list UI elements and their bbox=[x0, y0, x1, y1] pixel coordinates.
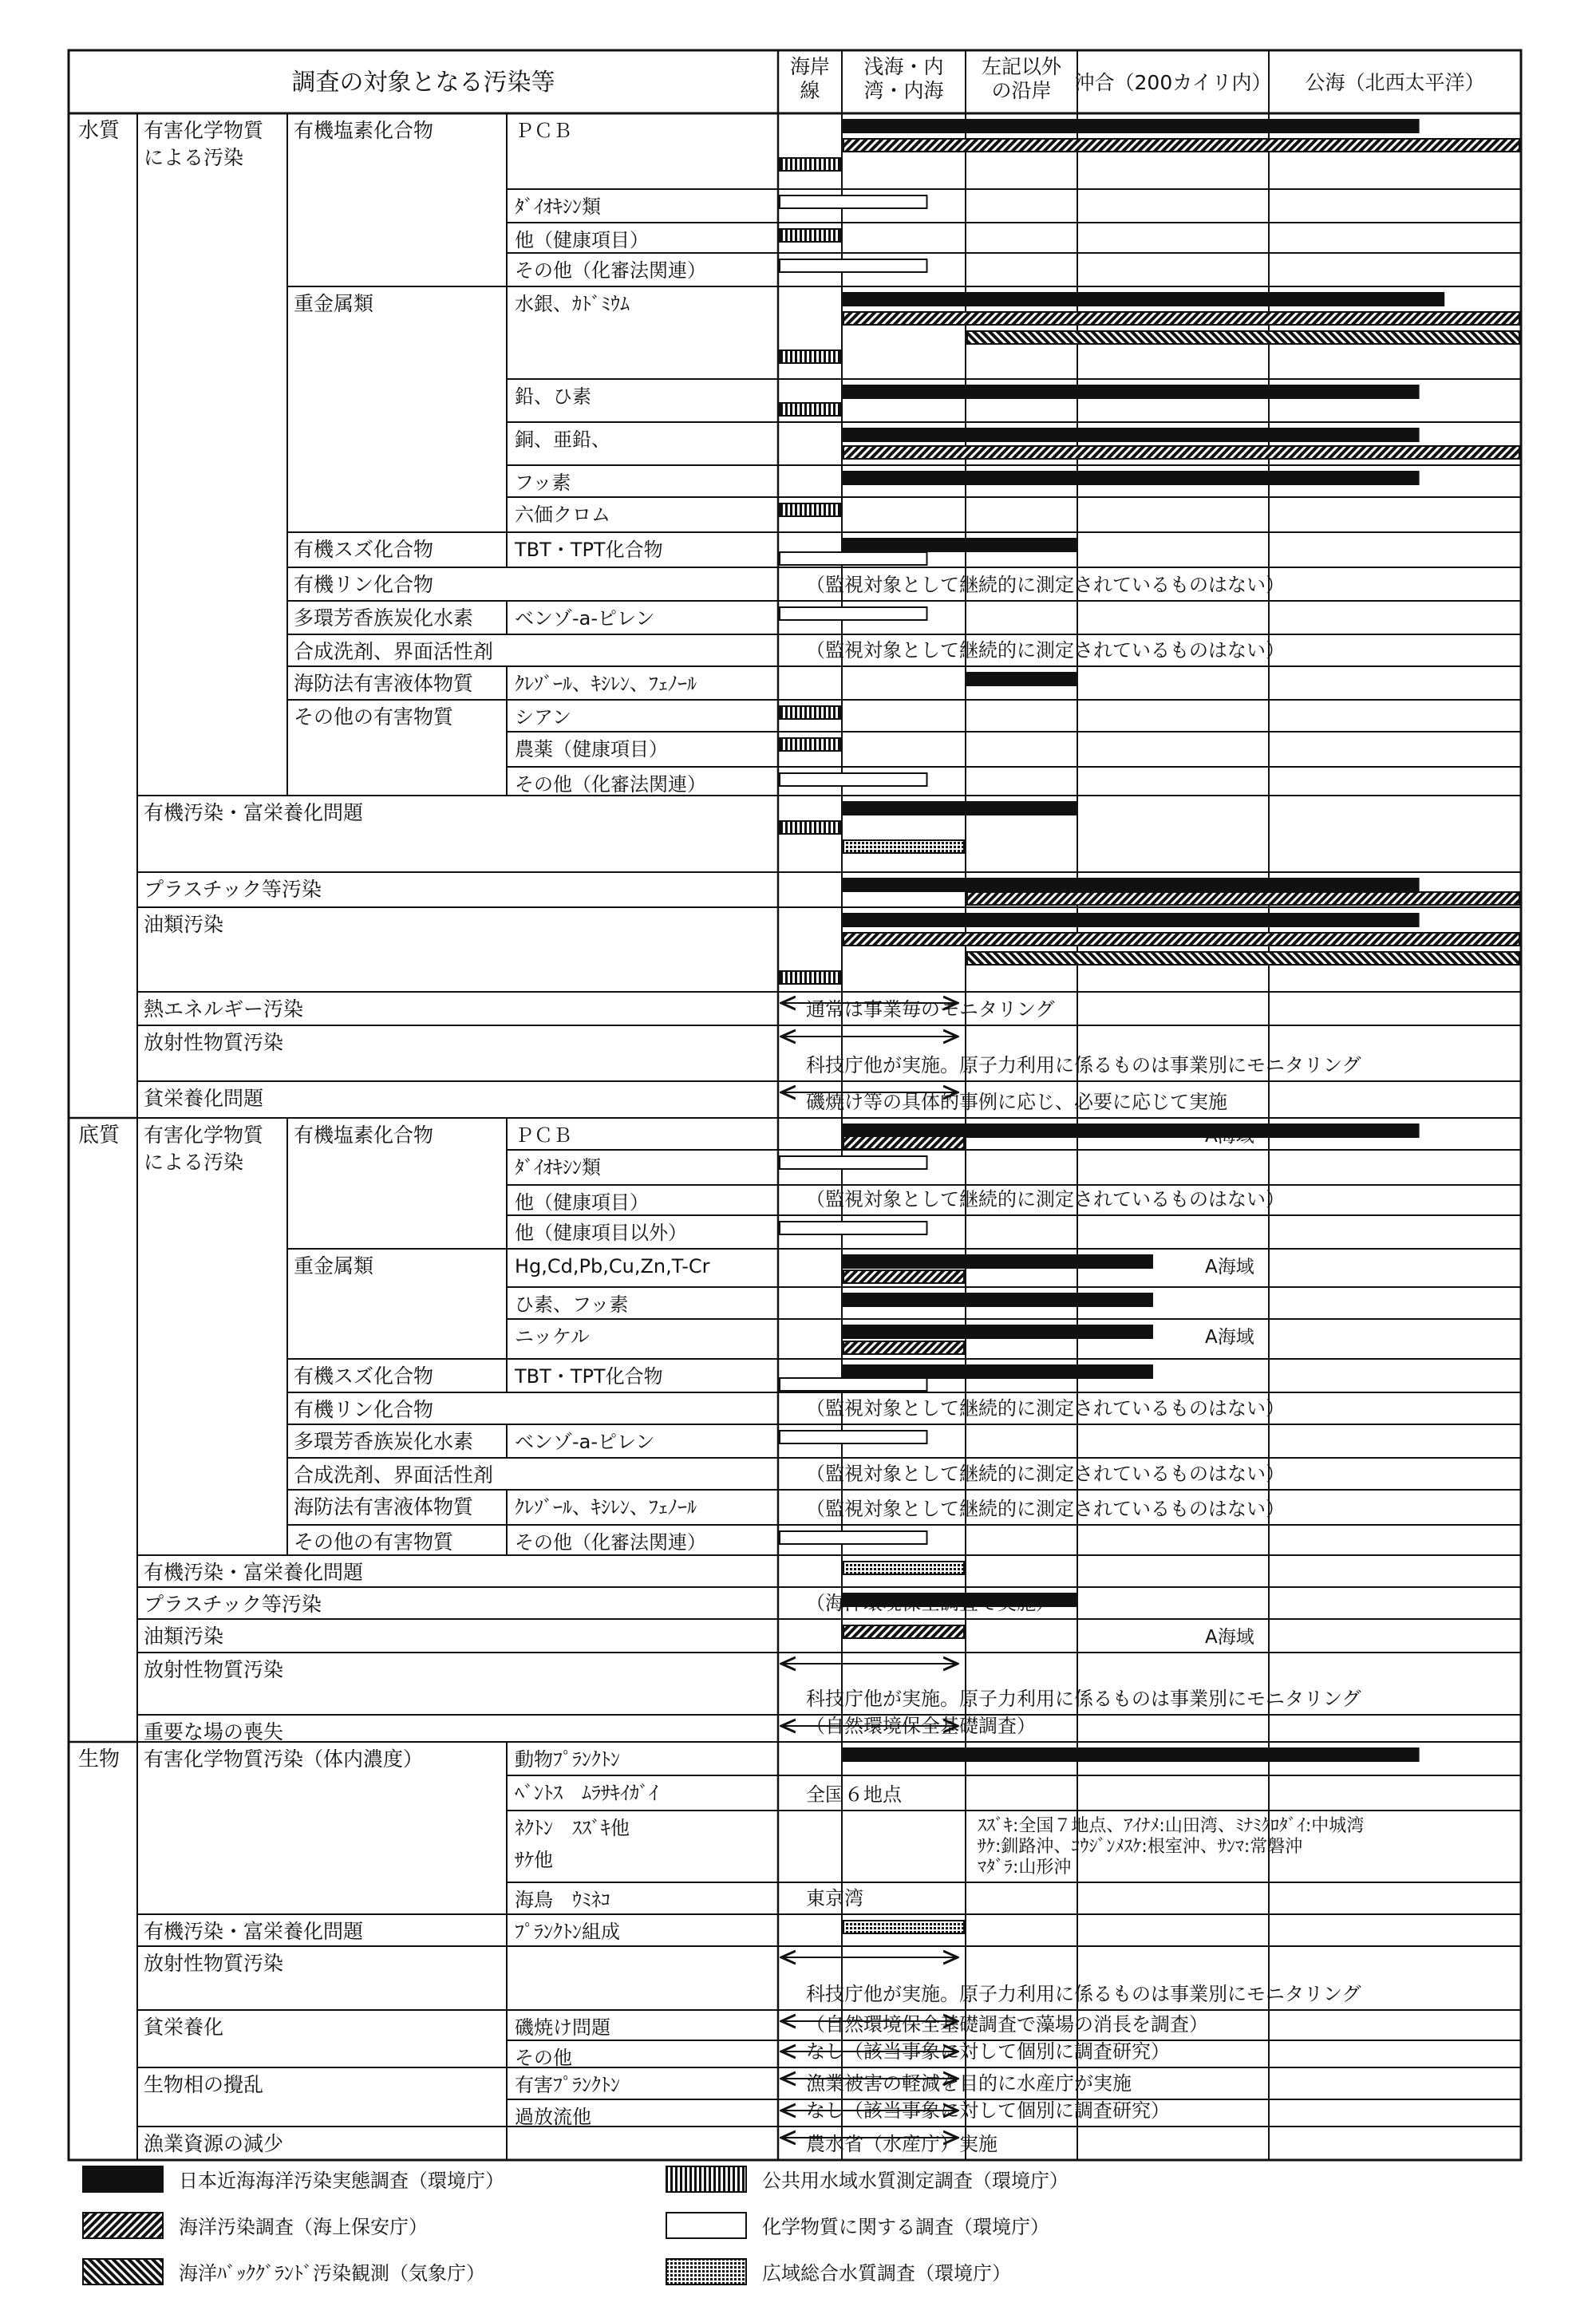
bar-C bbox=[780, 1378, 927, 1391]
header-title: 調査の対象となる汚染等 bbox=[291, 69, 555, 97]
item-label: その他（化審法関連） bbox=[515, 1531, 706, 1554]
header-column-2: 左記以外の沿岸 bbox=[981, 55, 1062, 102]
bar-K bbox=[780, 158, 840, 171]
group-label: 有機塩素化合物 bbox=[294, 119, 434, 142]
item-label: ＰＣＢ bbox=[515, 120, 572, 142]
bar-S bbox=[967, 892, 1519, 905]
bar-K bbox=[780, 706, 840, 719]
area-note: A海域 bbox=[1205, 1126, 1254, 1147]
bar-C bbox=[780, 259, 927, 272]
bar-K bbox=[780, 403, 840, 416]
item-label: 他（健康項目） bbox=[515, 229, 649, 251]
area-note: A海域 bbox=[1205, 1327, 1254, 1348]
row-note-detail: ｽｽﾞｷ:全国７地点、ｱｲﾅﾒ:山田湾、ﾐﾅﾐｸﾛﾀﾞｲ:中城湾 bbox=[978, 1816, 1365, 1836]
row-note: 科技庁他が実施。原子力利用に係るものは事業別にモニタリング bbox=[806, 1983, 1361, 2005]
subcategory-label: 重要な場の喪失 bbox=[144, 1720, 284, 1743]
subcategory-label: 貧栄養化問題 bbox=[144, 1087, 264, 1110]
bar-K bbox=[780, 971, 840, 984]
legend-swatch-J bbox=[83, 2166, 163, 2192]
bar-K bbox=[780, 503, 840, 516]
subcategory-label: 放射性物質汚染 bbox=[144, 1952, 284, 1975]
row-note: （自然環境保全基礎調査） bbox=[806, 1715, 1036, 1737]
header-column-4: 公海（北西太平洋） bbox=[1305, 71, 1485, 94]
header-column-3: 沖合（200カイリ内） bbox=[1074, 71, 1272, 94]
bar-J bbox=[843, 293, 1444, 306]
group-label: 重金属類 bbox=[294, 1254, 374, 1277]
survey-bars bbox=[780, 120, 1519, 1933]
row-note: 全国６地点 bbox=[806, 1783, 902, 1806]
bar-C bbox=[780, 1156, 927, 1169]
bar-J bbox=[843, 1293, 1152, 1306]
bar-S bbox=[843, 1270, 964, 1283]
item-label: ｸﾚｿﾞｰﾙ、ｷｼﾚﾝ、ﾌｪﾉｰﾙ bbox=[515, 1496, 697, 1518]
bar-C bbox=[780, 607, 927, 620]
group-label: 有機塩素化合物 bbox=[294, 1123, 434, 1147]
item-label: 過放流他 bbox=[515, 2106, 591, 2128]
item-label: ベンゾ-a-ピレン bbox=[515, 607, 655, 630]
group-label: 多環芳香族炭化水素 bbox=[294, 606, 474, 630]
bar-M bbox=[967, 331, 1519, 344]
subcategory-label: 有機汚染・富栄養化問題 bbox=[144, 1561, 364, 1584]
item-label: その他 bbox=[515, 2047, 572, 2069]
group-label: 有機リン化合物 bbox=[294, 573, 434, 596]
group-label: 合成洗剤、界面活性剤 bbox=[294, 1463, 494, 1487]
legend bbox=[83, 2166, 1069, 2284]
item-label: Hg,Cd,Pb,Cu,Zn,T-Cr bbox=[515, 1255, 710, 1277]
subcategory-label: 油類汚染 bbox=[144, 1625, 224, 1648]
item-label: 他（健康項目以外） bbox=[515, 1222, 687, 1244]
group-label: 海防法有害液体物質 bbox=[294, 1495, 474, 1518]
bar-K bbox=[780, 821, 840, 834]
row-note: （監視対象として継続的に測定されているものはない） bbox=[806, 1397, 1285, 1420]
bar-J bbox=[843, 1325, 1152, 1338]
legend-label: 化学物質に関する調査（環境庁） bbox=[762, 2216, 1049, 2238]
subcategory-label: 漁業資源の減少 bbox=[144, 2132, 284, 2155]
subcategory-label: 放射性物質汚染 bbox=[144, 1658, 284, 1681]
item-label: 海鳥 ｳﾐﾈｺ bbox=[515, 1889, 610, 1911]
item-label: 磯焼け問題 bbox=[515, 2016, 610, 2039]
group-label: 海防法有害液体物質 bbox=[294, 672, 474, 695]
subcategory-label: 有害化学物質汚染（体内濃度） bbox=[144, 1747, 424, 1771]
item-label: ベンゾ-a-ピレン bbox=[515, 1431, 655, 1453]
bar-J bbox=[843, 539, 1076, 551]
item-label: ニッケル bbox=[515, 1325, 590, 1348]
row-note: なし（該当事象に対して個別に調査研究） bbox=[806, 2040, 1170, 2063]
bar-K bbox=[780, 229, 840, 242]
group-label: 有機スズ化合物 bbox=[294, 538, 434, 561]
item-label: ﾈｸﾄﾝ ｽｽﾞｷ他ｻｹ他 bbox=[515, 1817, 630, 1871]
bar-S bbox=[843, 933, 1519, 946]
legend-swatch-W bbox=[666, 2259, 746, 2284]
legend-label: 日本近海海洋汚染実態調査（環境庁） bbox=[179, 2170, 504, 2192]
row-note: （監視対象として継続的に測定されているものはない） bbox=[806, 1498, 1285, 1520]
subcategory-label: 生物相の攪乱 bbox=[144, 2073, 264, 2096]
item-label: ｸﾚｿﾞｰﾙ、ｷｼﾚﾝ、ﾌｪﾉｰﾙ bbox=[515, 673, 697, 695]
row-note: 科技庁他が実施。原子力利用に係るものは事業別にモニタリング bbox=[806, 1054, 1361, 1076]
row-note: 農水省（水産庁）実施 bbox=[806, 2133, 998, 2155]
bar-C bbox=[780, 773, 927, 786]
legend-label: 公共用水域水質測定調査（環境庁） bbox=[762, 2170, 1069, 2192]
item-label: 鉛、ひ素 bbox=[515, 385, 591, 408]
legend-swatch-C bbox=[666, 2213, 746, 2238]
bar-J bbox=[843, 1255, 1152, 1268]
bar-C bbox=[780, 1531, 927, 1544]
row-note: 磯焼け等の具体的事例に応じ、必要に応じて実施 bbox=[806, 1091, 1227, 1113]
subcategory-label: 放射性物質汚染 bbox=[144, 1031, 284, 1054]
category-label: 底質 bbox=[78, 1123, 120, 1147]
legend-swatch-K bbox=[666, 2166, 746, 2192]
bar-J bbox=[843, 120, 1419, 132]
bar-W bbox=[843, 840, 964, 853]
bar-S bbox=[843, 446, 1519, 459]
bar-S bbox=[843, 1625, 964, 1638]
row-note: （海洋環境保全調査で実施） bbox=[806, 1592, 1055, 1614]
legend-label: 広域総合水質調査（環境庁） bbox=[762, 2262, 1011, 2284]
bar-J bbox=[843, 879, 1419, 891]
row-note: 東京湾 bbox=[806, 1887, 863, 1909]
bar-S bbox=[843, 139, 1519, 152]
group-label: 合成洗剤、界面活性剤 bbox=[294, 640, 494, 663]
legend-swatch-S bbox=[83, 2213, 163, 2238]
row-note: （監視対象として継続的に測定されているものはない） bbox=[806, 639, 1285, 661]
bar-M bbox=[967, 952, 1519, 965]
table-grid bbox=[69, 50, 1521, 2160]
item-label: 銅、亜鉛、 bbox=[515, 428, 610, 451]
row-note: 科技庁他が実施。原子力利用に係るものは事業別にモニタリング bbox=[806, 1688, 1361, 1710]
subcategory-label: 有害化学物質による汚染 bbox=[144, 1123, 264, 1174]
item-label: 水銀、ｶﾄﾞﾐｳﾑ bbox=[515, 293, 630, 315]
bar-J bbox=[843, 472, 1419, 484]
item-label: フッ素 bbox=[515, 472, 571, 494]
row-note-detail: ｻｹ:釧路沖、ｺｳｼﾞﾝﾒｽｹ:根室沖、ｻﾝﾏ:常磐沖 bbox=[978, 1837, 1303, 1857]
category-label: 生物 bbox=[78, 1747, 120, 1771]
row-note: （監視対象として継続的に測定されているものはない） bbox=[806, 1188, 1285, 1210]
bar-J bbox=[843, 1365, 1152, 1378]
subcategory-label: プラスチック等汚染 bbox=[144, 878, 322, 901]
row-note-detail: ﾏﾀﾞﾗ:山形沖 bbox=[978, 1858, 1072, 1878]
category-label: 水質 bbox=[78, 119, 120, 143]
subcategory-label: 有機汚染・富栄養化問題 bbox=[144, 801, 364, 824]
item-label: その他（化審法関連） bbox=[515, 259, 706, 282]
legend-label: 海洋ﾊﾞｯｸｸﾞﾗﾝﾄﾞ汚染観測（気象庁） bbox=[179, 2262, 485, 2284]
item-label: TBT・TPT化合物 bbox=[515, 1365, 663, 1388]
group-label: 有機スズ化合物 bbox=[294, 1364, 434, 1388]
subcategory-label: 油類汚染 bbox=[144, 913, 224, 936]
item-label: ＰＣＢ bbox=[515, 1124, 572, 1147]
group-label: その他の有害物質 bbox=[294, 1530, 454, 1554]
subcategory-label: 熱エネルギー汚染 bbox=[144, 997, 304, 1021]
group-label: 有機リン化合物 bbox=[294, 1398, 434, 1421]
bar-W bbox=[843, 1562, 964, 1574]
bar-W bbox=[843, 1921, 964, 1933]
item-label: 六価クロム bbox=[515, 503, 610, 526]
bar-J bbox=[843, 802, 1076, 815]
area-note: A海域 bbox=[1205, 1257, 1254, 1277]
item-label: その他（化審法関連） bbox=[515, 773, 706, 796]
subcategory-label: 有害化学物質による汚染 bbox=[144, 119, 264, 169]
item-label: 農薬（健康項目） bbox=[515, 738, 668, 760]
item-label: ﾌﾟﾗﾝｸﾄﾝ組成 bbox=[515, 1921, 620, 1943]
bar-J bbox=[843, 385, 1419, 398]
subcategory-label: 有機汚染・富栄養化問題 bbox=[144, 1920, 364, 1943]
bar-J bbox=[843, 914, 1419, 926]
bar-C bbox=[780, 1222, 927, 1234]
item-label: 動物ﾌﾟﾗﾝｸﾄﾝ bbox=[515, 1748, 620, 1771]
item-label: シアン bbox=[515, 706, 572, 729]
bar-C bbox=[780, 195, 927, 208]
bar-C bbox=[780, 552, 927, 565]
header-column-1: 浅海・内湾・内海 bbox=[863, 55, 944, 102]
bar-C bbox=[780, 1431, 927, 1443]
bar-S bbox=[843, 312, 1519, 325]
bar-S bbox=[843, 1341, 964, 1354]
item-label: 他（健康項目） bbox=[515, 1191, 649, 1214]
bar-J bbox=[843, 1124, 1419, 1137]
row-note: 漁業被害の軽減を目的に水産庁が実施 bbox=[806, 2072, 1132, 2095]
group-label: 重金属類 bbox=[294, 292, 374, 315]
area-note: A海域 bbox=[1205, 1627, 1254, 1648]
row-note: （自然環境保全基礎調査で藻場の消長を調査） bbox=[806, 2013, 1208, 2036]
group-label: その他の有害物質 bbox=[294, 705, 454, 729]
item-label: TBT・TPT化合物 bbox=[515, 539, 663, 561]
legend-label: 海洋汚染調査（海上保安庁） bbox=[179, 2216, 428, 2238]
subcategory-label: プラスチック等汚染 bbox=[144, 1593, 322, 1616]
item-label: ﾀﾞｲｵｷｼﾝ類 bbox=[515, 195, 601, 218]
bar-S bbox=[843, 1136, 964, 1149]
bar-J bbox=[843, 428, 1419, 441]
row-note: （監視対象として継続的に測定されているものはない） bbox=[806, 1463, 1285, 1485]
bar-K bbox=[780, 350, 840, 363]
row-note: 通常は事業毎のモニタリング bbox=[806, 998, 1055, 1021]
item-label: ﾍﾞﾝﾄｽ ﾑﾗｻｷｲｶﾞｲ bbox=[515, 1782, 658, 1804]
subcategory-label: 貧栄養化 bbox=[144, 2016, 224, 2039]
legend-swatch-M bbox=[83, 2259, 163, 2284]
header-column-0: 海岸線 bbox=[789, 55, 831, 102]
item-label: ひ素、フッ素 bbox=[515, 1293, 629, 1316]
item-label: 有害ﾌﾟﾗﾝｸﾄﾝ bbox=[515, 2074, 620, 2096]
bar-J bbox=[967, 673, 1076, 685]
bar-J bbox=[843, 1748, 1419, 1761]
row-note: なし（該当事象に対して個別に調査研究） bbox=[806, 2099, 1170, 2122]
bar-K bbox=[780, 738, 840, 751]
row-note: （監視対象として継続的に測定されているものはない） bbox=[806, 574, 1285, 596]
group-label: 多環芳香族炭化水素 bbox=[294, 1430, 474, 1453]
item-label: ﾀﾞｲｵｷｼﾝ類 bbox=[515, 1156, 601, 1179]
